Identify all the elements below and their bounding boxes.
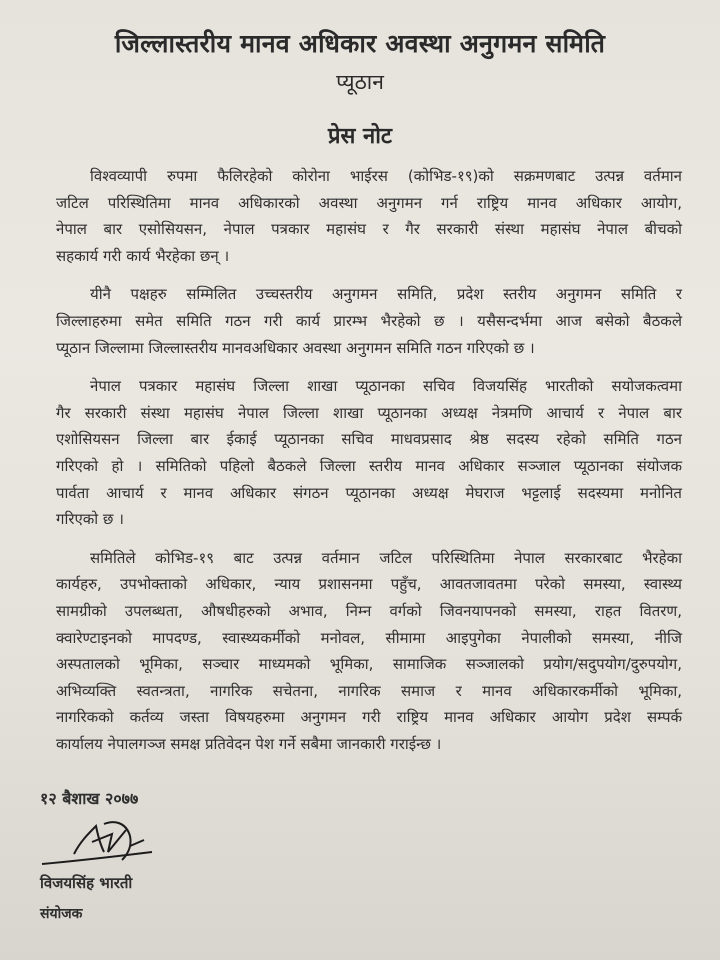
body-line: नागरिकको कर्तव्य जस्ता विषयहरुमा अनुगमन गरी राष्ट्रिय मानव अधिकार आयोग प्रदेश सम्पर्क	[56, 708, 682, 727]
signer-role: संयोजक	[40, 906, 83, 922]
body-paragraph	[56, 281, 682, 361]
handwritten-signature	[34, 812, 164, 882]
press-note-body	[56, 163, 682, 769]
body-line: प्यूठान जिल्लामा जिल्लास्तरीय मानवअधिकार अवस्था अनुगमन समिति गठन गरिएको छ ।	[56, 338, 535, 357]
body-line: अस्पतालको भूमिका, सञ्चार माध्यमको भूमिका, सामाजिक सञ्जालको प्रयोग/सदुपयोग/दुरुपयोग,	[56, 655, 682, 674]
body-line: जटिल परिस्थितिमा मानव अधिकारको अवस्था अनुगमन गर्न राष्ट्रिय मानव अधिकार आयोग,	[56, 193, 682, 212]
body-line: गरिएको छ ।	[56, 510, 124, 529]
release-date: १२ बैशाख २०७७	[40, 789, 139, 808]
body-paragraph	[56, 373, 682, 533]
body-line: गरिएको हो । समितिको पहिलो बैठकले जिल्ला स्तरीय मानव अधिकार सञ्जाल प्यूठानका संयोजक	[56, 456, 682, 475]
body-paragraph	[56, 163, 682, 269]
committee-title: जिल्लास्तरीय मानव अधिकार अवस्था अनुगमन समिति	[114, 29, 606, 58]
press-note-heading: प्रेस नोट	[327, 124, 393, 149]
signer-name: विजयसिंह भारती	[40, 874, 133, 892]
body-line: गैर सरकारी संस्था महासंघ नेपाल जिल्ला शाखा प्यूठानका अध्यक्ष नेत्रमणि आचार्य र नेपाल बार	[56, 403, 682, 422]
body-line: विश्वव्यापी रुपमा फैलिरहेको कोरोना भाईरस (कोभिड-१९)को सक्रमणबाट उत्पन्न वर्तमान	[90, 167, 682, 185]
body-line: एशोसियसन जिल्ला बार ईकाई प्यूठानका सचिव माधवप्रसाद श्रेष्ठ सदस्य रहेको समिति गठन	[56, 430, 682, 449]
district-name: प्यूठान	[336, 70, 384, 94]
body-line: अभिव्यक्ति स्वतन्त्रता, नागरिक सचेतना, नागरिक समाज र मानव अधिकारकर्मीको भूमिका,	[56, 681, 682, 700]
body-line: कार्यालय नेपालगञ्ज समक्ष प्रतिवेदन पेश गर्ने सबैमा जानकारी गराईन्छ ।	[56, 734, 442, 753]
body-line: जिल्लाहरुमा समेत समिति गठन गरी कार्य प्रारम्भ भैरहेको छ । यसैसन्दर्भमा आज बसेको बैठकले	[56, 311, 682, 330]
body-paragraph	[56, 545, 682, 758]
body-line: समितिले कोभिड-१९ बाट उत्पन्न वर्तमान जटिल परिस्थितिमा नेपाल सरकारबाट भैरहेका	[90, 548, 682, 567]
body-line: सहकार्य गरी कार्य भैरहेका छन् ।	[56, 246, 230, 265]
body-line: नेपाल पत्रकार महासंघ जिल्ला शाखा प्यूठानका सचिव विजयसिंह भारतीको सयोजकत्वमा	[90, 377, 682, 396]
body-line: कार्यहरु, उपभोक्ताको अधिकार, न्याय प्रशासनमा पहुँच, आवतजावतमा परेको समस्या, स्वास्थ्य	[56, 575, 682, 594]
body-line: यीनै पक्षहरु सम्मिलित उच्चस्तरीय अनुगमन समिति, प्रदेश स्तरीय अनुगमन समिति र	[90, 285, 682, 304]
body-line: क्वारेण्टाइनको मापदण्ड, स्वास्थ्यकर्मीको मनोवल, सीमामा आइपुगेका नेपालीको समस्या, नीजि	[56, 628, 682, 647]
body-line: नेपाल बार एसोसियसन, नेपाल पत्रकार महासंघ र गैर सरकारी संस्था महासंघ नेपाल बीचको	[56, 220, 682, 239]
body-line: सामग्रीको उपलब्धता, औषधीहरुको अभाव, निम्न वर्गको जिवनयापनको समस्या, राहत वितरण,	[56, 601, 682, 620]
body-line: पार्वता आचार्य र मानव अधिकार संगठन प्यूठानका अध्यक्ष मेघराज भट्टलाई सदस्यमा मनोनित	[56, 483, 682, 502]
